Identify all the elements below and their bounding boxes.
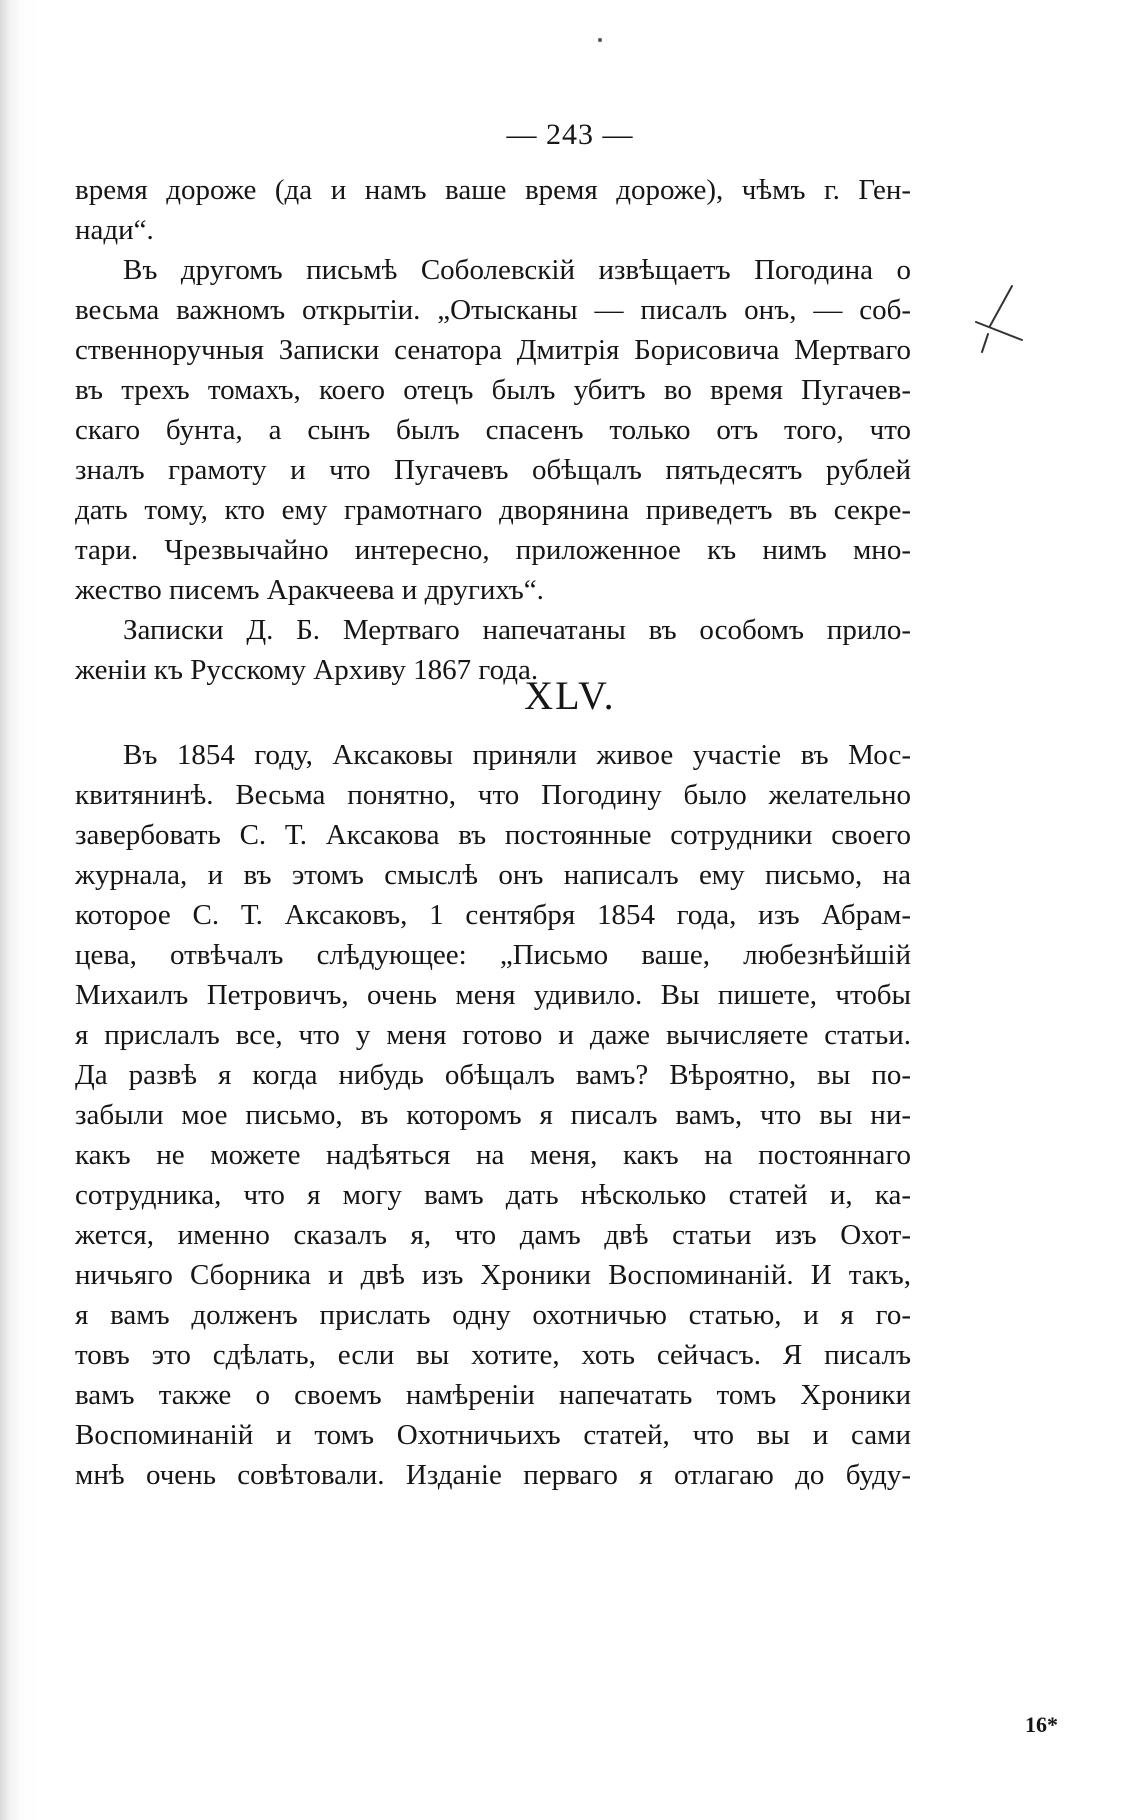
text-line: Въ 1854 году, Аксаковы приняли живое участіе въ Мос- <box>123 739 911 771</box>
text-line: Воспоминаній и томъ Охотничьихъ статей, что вы и сами <box>75 1419 911 1451</box>
text-line: цева, отвѣчалъ слѣдующее: „Письмо ваше, любезнѣйшій <box>75 939 911 971</box>
text-line: Да развѣ я когда нибудь обѣщалъ вамъ? Вѣроятно, вы по- <box>75 1059 911 1091</box>
section-heading: XLV. <box>524 673 616 718</box>
text-line: жется, именно сказалъ я, что дамъ двѣ статьи изъ Охот- <box>75 1219 911 1251</box>
text-line: сотрудника, что я могу вамъ дать нѣсколько статей и, ка- <box>75 1179 911 1211</box>
text-line: нади“. <box>75 214 154 246</box>
text-line: ничьяго Сборника и двѣ изъ Хроники Воспоминаній. И такъ, <box>75 1259 911 1291</box>
text-line: я прислалъ все, что у меня готово и даже вычисляете статьи. <box>75 1019 911 1051</box>
text-line: въ трехъ томахъ, коего отецъ былъ убитъ во время Пугачев- <box>75 374 911 406</box>
text-line: зналъ грамоту и что Пугачевъ обѣщалъ пятьдесятъ рублей <box>75 454 911 486</box>
signature-mark: 16* <box>1025 1712 1058 1737</box>
text-line: ственноручныя Записки сенатора Дмитрія Борисовича Мертваго <box>75 334 911 366</box>
text-line: весьма важномъ открытіи. „Отысканы — писалъ онъ, — соб- <box>75 294 911 326</box>
text-line: я вамъ долженъ прислать одну охотничью статью, и я го- <box>75 1299 911 1331</box>
margin-annotation-mark <box>968 282 1028 362</box>
text-line: которое С. Т. Аксаковъ, 1 сентября 1854 года, изъ Абрам- <box>75 899 911 931</box>
text-line: время дороже (да и намъ ваше время дороже), чѣмъ г. Ген- <box>75 174 911 206</box>
text-line: мнѣ очень совѣтовали. Изданіе перваго я отлагаю до буду- <box>75 1459 911 1491</box>
page-number: — 243 — <box>506 118 634 151</box>
text-line: Михаилъ Петровичъ, очень меня удивило. Вы пишете, чтобы <box>75 979 911 1011</box>
text-line: какъ не можете надѣяться на меня, какъ на постояннаго <box>75 1139 911 1171</box>
text-line: вамъ также о своемъ намѣреніи напечатать томъ Хроники <box>75 1379 911 1411</box>
text-line: квитянинѣ. Весьма понятно, что Погодину было желательно <box>75 779 911 811</box>
text-line: Записки Д. Б. Мертваго напечатаны въ особомъ прило- <box>123 614 911 646</box>
text-line: женіи къ Русскому Архиву 1867 года. <box>75 654 539 686</box>
text-line: Въ другомъ письмѣ Соболевскій извѣщаетъ Погодина о <box>123 254 911 286</box>
text-line: товъ это сдѣлать, если вы хотите, хоть сейчасъ. Я писалъ <box>75 1339 911 1371</box>
text-line: скаго бунта, а сынъ былъ спасенъ только отъ того, что <box>75 414 911 446</box>
text-line: завербовать С. Т. Аксакова въ постоянные сотрудники своего <box>75 819 911 851</box>
ink-speck <box>598 38 602 42</box>
text-line: журнала, и въ этомъ смыслѣ онъ написалъ ему письмо, на <box>75 859 911 891</box>
text-line: тари. Чрезвычайно интересно, приложенное къ нимъ мно- <box>75 534 911 566</box>
text-line: забыли мое письмо, въ которомъ я писалъ вамъ, что вы ни- <box>75 1099 911 1131</box>
text-line: дать тому, кто ему грамотнаго дворянина приведетъ въ секре- <box>75 494 911 526</box>
text-line: жество писемъ Аракчеева и другихъ“. <box>75 574 544 606</box>
